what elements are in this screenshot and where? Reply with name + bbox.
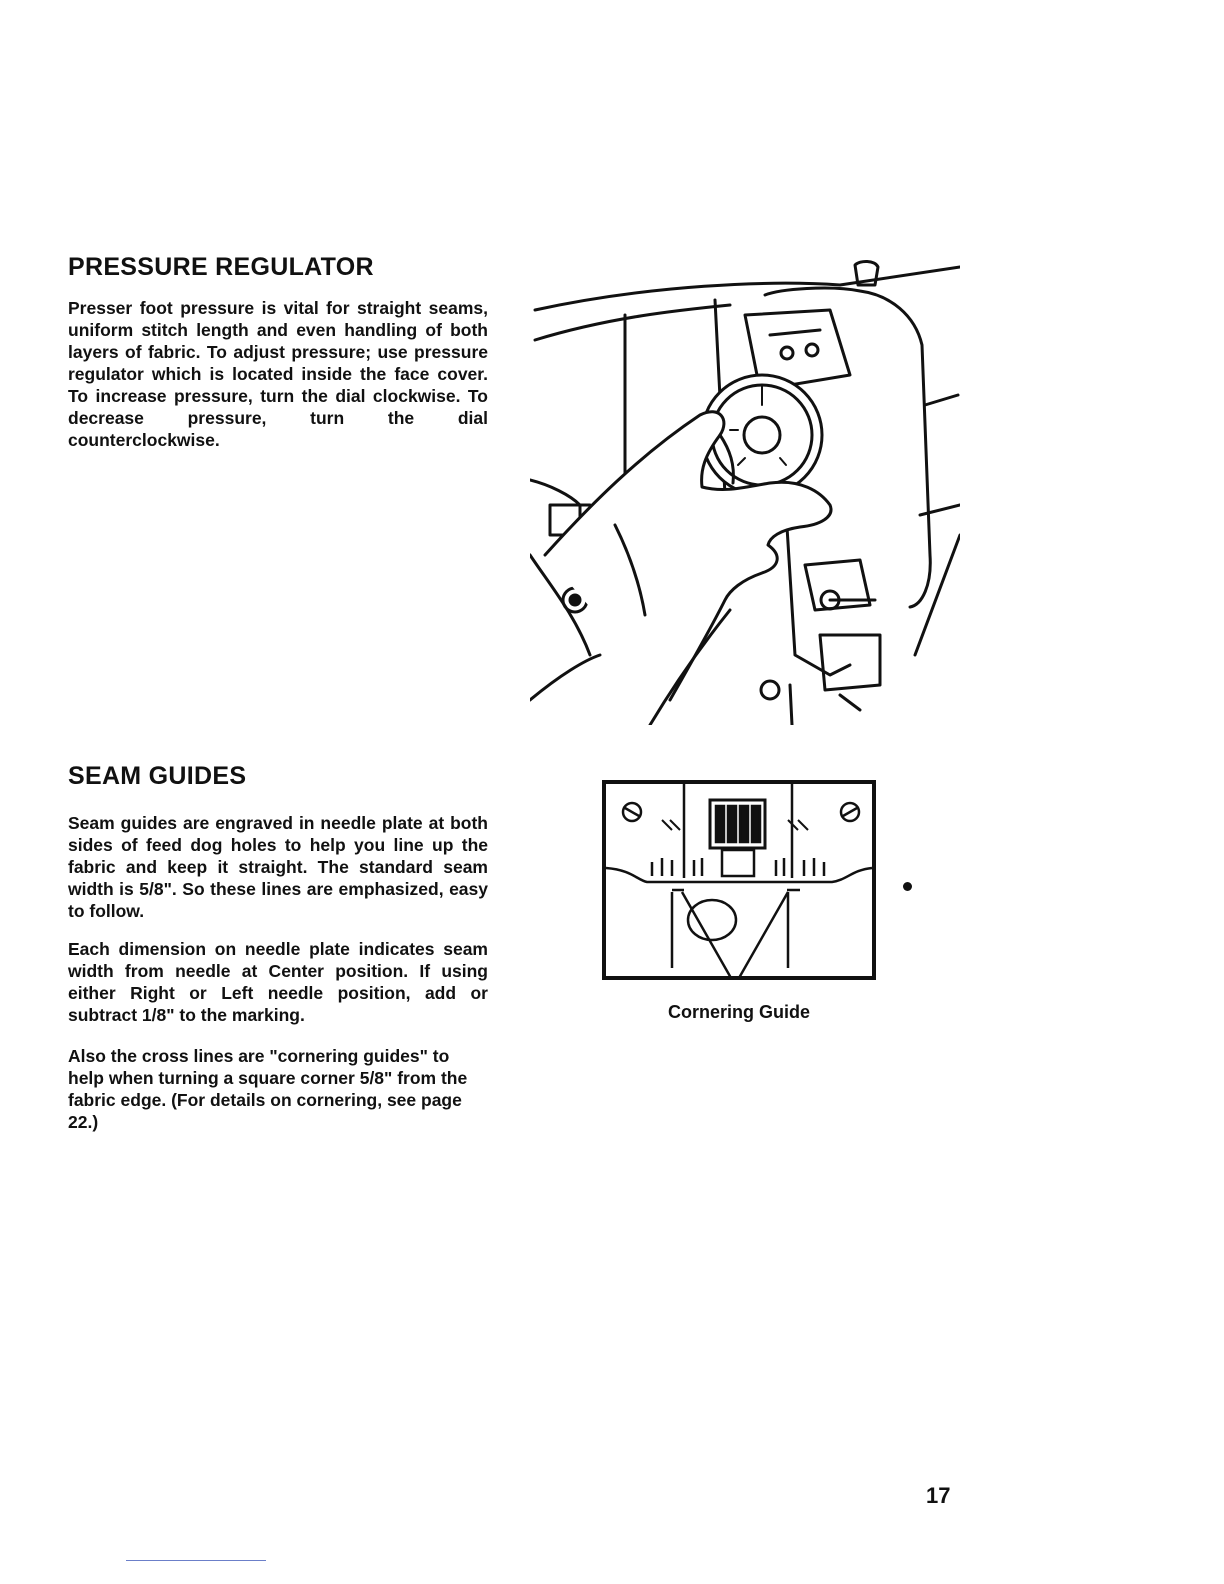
cornering-guide-caption: Cornering Guide (667, 1002, 810, 1022)
seam-guides-heading: SEAM GUIDES (68, 762, 247, 790)
pressure-regulator-text: Presser foot pressure is vital for straight seams, uniform stitch length and even handling of both layers of fabric. To adjust pressure; use pressure regulator which is located inside the face cover. To increase pressure, turn the dial clockwise. To decrease pressure, turn the dial counterclockwise. (68, 298, 488, 450)
pressure-regulator-heading: PRESSURE REGULATOR (68, 253, 374, 281)
seam-guides-paragraph-3: Also the cross lines are "cornering guides" to help when turning a square corner 5/8" from the fabric edge. (For details on cornering, see page 22.) (68, 1046, 468, 1132)
page-number: 17 (926, 1483, 951, 1508)
seam-guides-paragraph-2: Each dimension on needle plate indicates seam width from needle at Center position. If using either Right or Left needle position, add or subtract 1/8" to the marking. (68, 939, 488, 1025)
cornering-guide-illustration (602, 780, 876, 980)
seam-guides-paragraph-1: Seam guides are engraved in needle plate at both sides of feed dog holes to help you line up the fabric and keep it straight. The standard seam width is 5/8". So these lines are emphasized, easy to follow. (68, 813, 488, 921)
bottom-rule (126, 1560, 266, 1561)
bullet-dot (903, 882, 912, 891)
pressure-regulator-illustration (530, 255, 960, 725)
